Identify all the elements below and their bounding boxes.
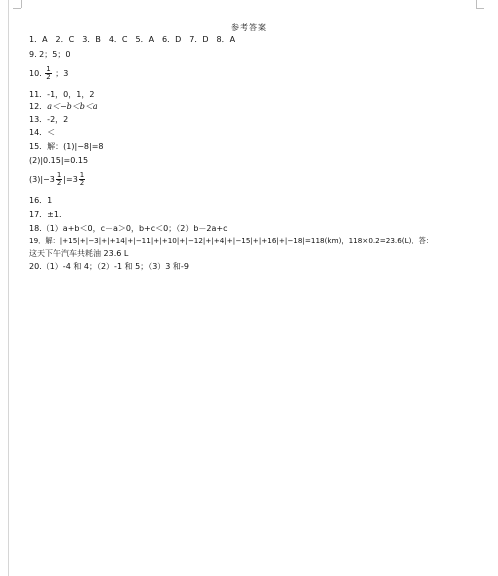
left-margin-rule bbox=[8, 0, 9, 576]
answer-15-part3-mid: |=3 bbox=[63, 175, 78, 184]
answer-15-fraction-1 bbox=[56, 172, 62, 187]
answer-14: 14．＜ bbox=[29, 128, 56, 137]
answer-10-rest: ；3 bbox=[55, 69, 69, 78]
corner-mark-top-right bbox=[476, 0, 477, 8]
answer-19: 19．解：|+15|+|−3|+|+14|+|−11|+|+10|+|−12|+|+4|+|−15|+|+16|+|−18|=118(km)，118×0.2=23.6(L)．答： bbox=[29, 236, 433, 245]
answer-15-part3-left: (3)|−3 bbox=[29, 175, 55, 184]
answer-10 bbox=[29, 66, 68, 81]
fraction-denominator: 2 bbox=[46, 73, 51, 81]
corner-mark-top-left bbox=[21, 0, 22, 8]
fraction-numerator: 1 bbox=[79, 171, 85, 179]
answer-12-inequality: a＜−b＜b＜a bbox=[47, 102, 98, 111]
fraction-denominator: 2 bbox=[56, 179, 62, 187]
answer-18: 18.（1）a+b＜0，c－a＞0，b+c＜0；（2）b－2a+c bbox=[29, 224, 228, 233]
answer-13: 13．-2，2 bbox=[29, 115, 69, 124]
answer-20: 20.（1）-4 和 4；（2）-1 和 5；（3）3 和-9 bbox=[29, 262, 189, 271]
page-title: 参考答案 bbox=[231, 23, 267, 32]
answer-12-number: 12． bbox=[29, 102, 48, 111]
answer-15-fraction-2 bbox=[79, 172, 85, 187]
answer-15-part3 bbox=[29, 172, 86, 187]
answer-16: 16．1 bbox=[29, 196, 53, 205]
answer-15-part2: (2)|0.15|=0.15 bbox=[29, 156, 89, 165]
fraction-numerator: 1 bbox=[56, 171, 62, 179]
answer-19-continued: 这天下午汽车共耗油 23.6 L bbox=[29, 249, 129, 258]
answer-1-8: 1．A 2．C 3．B 4．C 5．A 6．D 7．D 8．A bbox=[29, 35, 236, 44]
answer-11: 11．-1，0，1，2 bbox=[29, 90, 95, 99]
corner-mark-top-right-h bbox=[476, 8, 484, 9]
answer-12 bbox=[29, 102, 98, 112]
answer-10-fraction bbox=[45, 66, 51, 81]
fraction-numerator: 1 bbox=[46, 65, 51, 73]
corner-mark-top-left-h bbox=[13, 8, 21, 9]
answer-15-part1: 15．解：(1)|−8|=8 bbox=[29, 142, 104, 151]
answer-10-number: 10. bbox=[29, 69, 42, 78]
answer-9: 9. 2；5；0 bbox=[29, 50, 71, 59]
fraction-denominator: 2 bbox=[79, 179, 85, 187]
answer-17: 17．±1. bbox=[29, 210, 62, 219]
